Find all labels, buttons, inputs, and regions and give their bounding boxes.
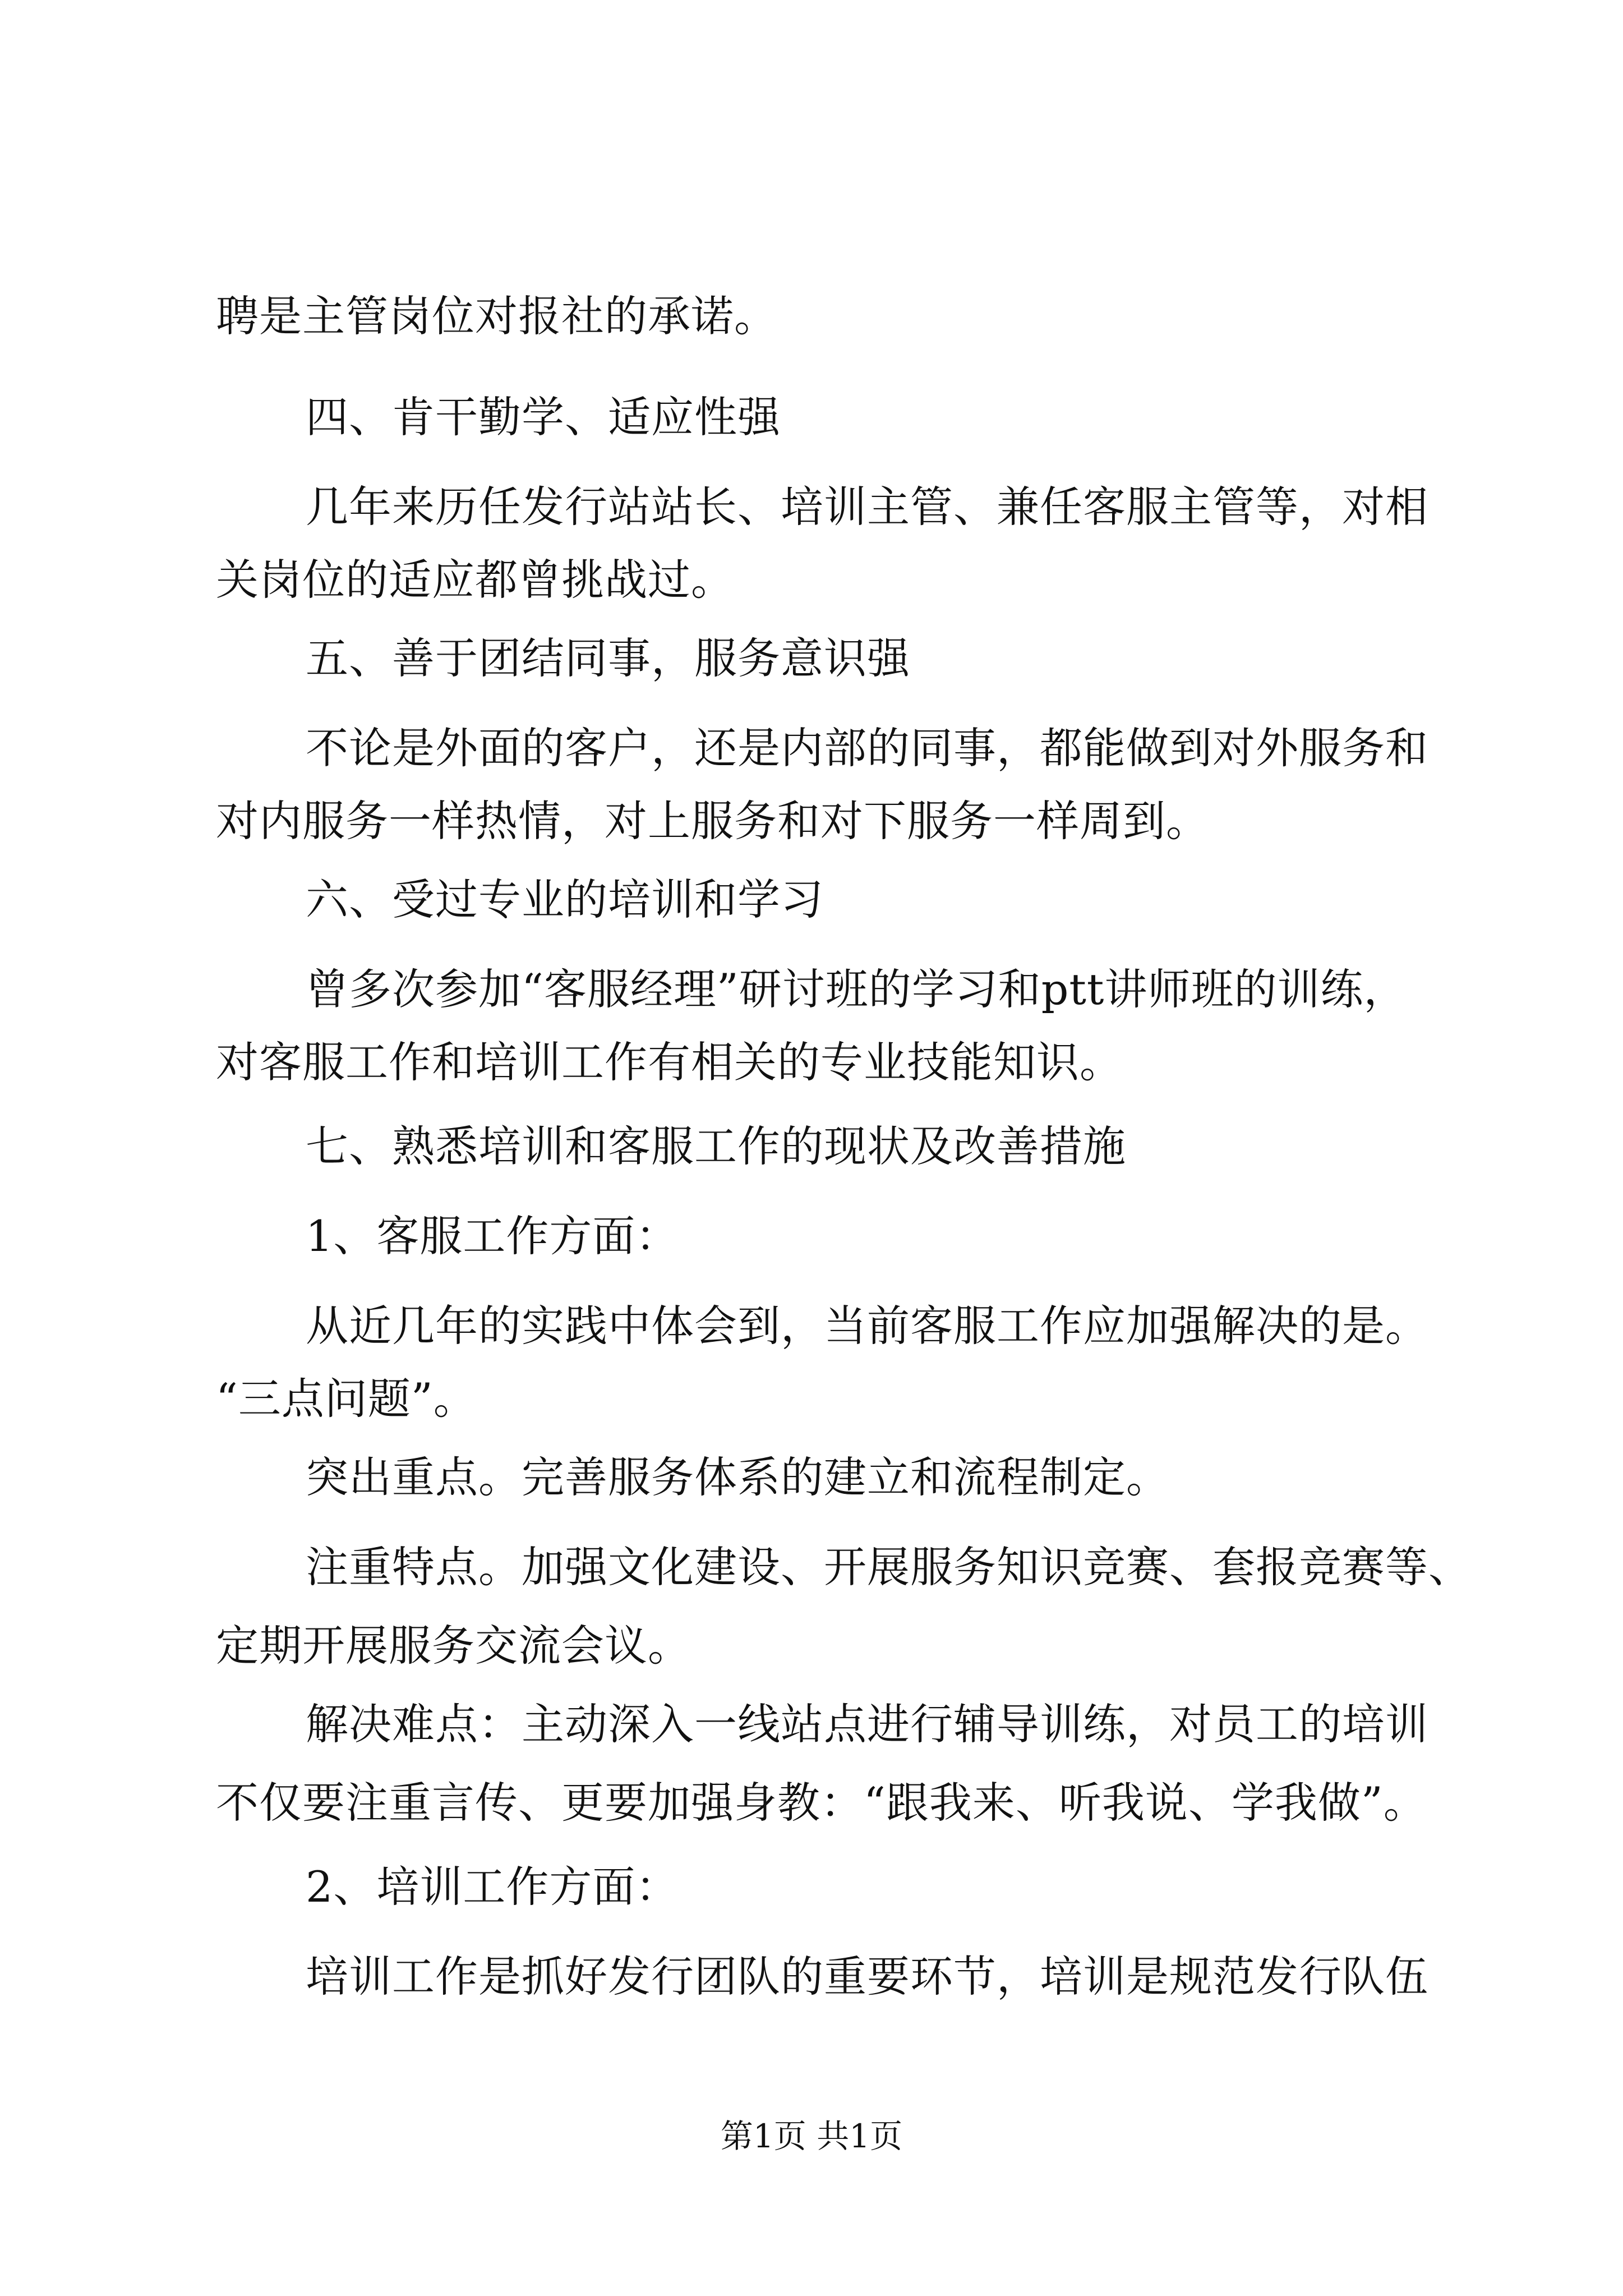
text-line: 注重特点。加强文化建设、开展服务知识竞赛、套报竞赛等、 <box>306 1542 1472 1592</box>
text-line: 从近几年的实践中体会到，当前客服工作应加强解决的是。 <box>306 1301 1428 1351</box>
text-line: 几年来历任发行站站长、培训主管、兼任客服主管等，对相 <box>306 482 1428 532</box>
text-line: 解决难点：主动深入一线站点进行辅导训练，对员工的培训 <box>306 1699 1428 1749</box>
text-line: 聘是主管岗位对报社的承诺。 <box>216 291 777 341</box>
text-line: 定期开展服务交流会议。 <box>216 1621 691 1671</box>
text-line: 突出重点。完善服务体系的建立和流程制定。 <box>306 1452 1169 1502</box>
text-line: 对客服工作和培训工作有相关的专业技能知识。 <box>216 1037 1123 1087</box>
text-line: 不论是外面的客户，还是内部的同事，都能做到对外服务和 <box>306 723 1428 773</box>
section-heading: 七、熟悉培训和客服工作的现状及改善措施 <box>306 1121 1126 1171</box>
subsection-heading: 1、客服工作方面： <box>306 1211 679 1261</box>
page-footer: 第1页 共1页 <box>720 2117 903 2155</box>
section-heading: 六、受过专业的培训和学习 <box>306 875 824 924</box>
section-heading: 四、肯干勤学、适应性强 <box>306 392 781 442</box>
text-line: “三点问题”。 <box>216 1374 477 1424</box>
text-line: 曾多次参加“客服经理”研讨班的学习和ptt讲师班的训练， <box>306 964 1407 1014</box>
text-line: 不仅要注重言传、更要加强身教：“跟我来、听我说、学我做”。 <box>216 1778 1427 1828</box>
section-heading: 五、善于团结同事，服务意识强 <box>306 633 910 683</box>
text-line: 培训工作是抓好发行团队的重要环节，培训是规范发行队伍 <box>306 1952 1428 2001</box>
text-line: 对内服务一样热情，对上服务和对下服务一样周到。 <box>216 796 1209 846</box>
subsection-heading: 2、培训工作方面： <box>306 1862 679 1912</box>
text-line: 关岗位的适应都曾挑战过。 <box>216 555 734 605</box>
